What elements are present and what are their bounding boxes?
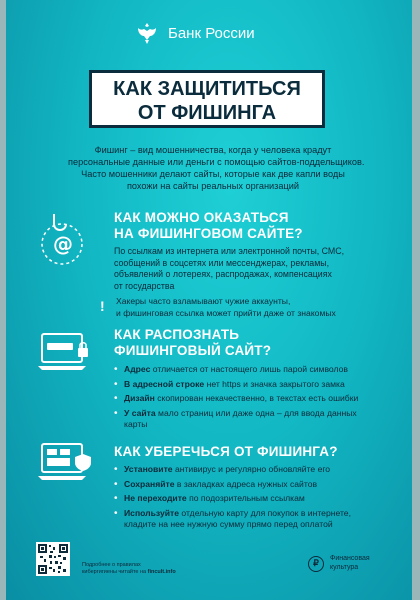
section2-title xyxy=(114,327,271,359)
list-item: • Используйте отдельную карту для покупок в интернете, кладите на нее нужную сумму прямо перед оплатой xyxy=(114,507,351,529)
phishing-hook-at-icon xyxy=(36,210,90,266)
section2-list xyxy=(114,364,358,434)
page-title xyxy=(89,70,325,128)
bank-logo xyxy=(134,20,255,46)
list-item: • Установите антивирус и регулярно обновляйте его xyxy=(114,464,331,475)
laptop-shield-icon xyxy=(36,440,94,486)
svg-text:@: @ xyxy=(53,232,73,256)
intro-line: Фишинг – вид мошенничества, когда у человека крадут xyxy=(94,145,332,155)
title-line-2: ОТ ФИШИНГА xyxy=(137,102,277,124)
section1-title-line: НА ФИШИНГОВОМ САЙТЕ? xyxy=(114,226,303,241)
warning-line: Хакеры часто взламывают чужие аккаунты, xyxy=(116,296,291,306)
section1-line: от государства xyxy=(114,280,175,291)
list-item: • Дизайн скопирован некачественно, в текстах есть ошибки xyxy=(114,393,359,404)
qr-code-icon xyxy=(38,544,68,574)
intro-line: Часто мошенники делают сайты, которые как две капли воды xyxy=(81,169,345,179)
intro-line: персональные данные или деньги с помощью сайтов-поддельщиков. xyxy=(68,157,365,167)
qr-code[interactable] xyxy=(36,542,70,576)
warning-line: и фишинговая ссылка может прийти даже от знакомых xyxy=(116,307,336,318)
warning-text xyxy=(116,296,336,319)
section3-title: КАК УБЕРЕЧЬСЯ ОТ ФИШИНГА? xyxy=(114,444,338,459)
section1-title xyxy=(114,210,303,242)
section3-list xyxy=(114,464,351,534)
list-item: • Не переходите по подозрительным ссылкам xyxy=(114,493,305,504)
section2-title-line: ФИШИНГОВЫЙ САЙТ? xyxy=(114,343,272,358)
section1-line: сообщений в соцсетях или мессенджерах, рекламы, xyxy=(114,257,330,268)
warning-icon: ! xyxy=(100,298,105,314)
list-item: • В адресной строке нет https и значка закрытого замка xyxy=(114,378,345,390)
section1-line: По ссылкам из интернета или электронной почты, СМС, xyxy=(114,246,345,256)
list-item: • У сайта мало страниц или даже одна – для ввода данных карты xyxy=(114,407,357,429)
footer-line: кибергигиены читайте на xyxy=(82,569,147,575)
section1-line: объявлений о лотереях, распродажах, компенсациях xyxy=(114,269,332,279)
intro-line: похожи на сайты реальных организаций xyxy=(126,181,300,191)
section2-title-line: КАК РАСПОЗНАТЬ xyxy=(114,327,240,342)
footer-site-link[interactable]: fincult.info xyxy=(147,569,176,575)
list-item: • Сохраняйте в закладках адреса нужных сайтов xyxy=(114,478,318,490)
ruble-icon: ₽ xyxy=(308,556,324,572)
laptop-browser-icon xyxy=(36,330,94,376)
section1-title-line: КАК МОЖНО ОКАЗАТЬСЯ xyxy=(114,210,289,225)
list-item: • Адрес отличается от настоящего лишь парой символов xyxy=(114,364,348,375)
intro-text xyxy=(68,144,365,192)
footer-text xyxy=(82,562,176,576)
title-line-1: КАК ЗАЩИТИТЬСЯ xyxy=(113,78,301,100)
section1-body xyxy=(114,246,344,292)
financial-culture-logo xyxy=(308,555,370,572)
eagle-emblem-icon xyxy=(134,20,160,46)
financial-culture-text: Финансовая культура xyxy=(330,555,370,571)
bank-name: Банк России xyxy=(168,24,255,42)
footer-line: Подробнее о правилах xyxy=(82,562,141,568)
poster xyxy=(6,0,412,600)
